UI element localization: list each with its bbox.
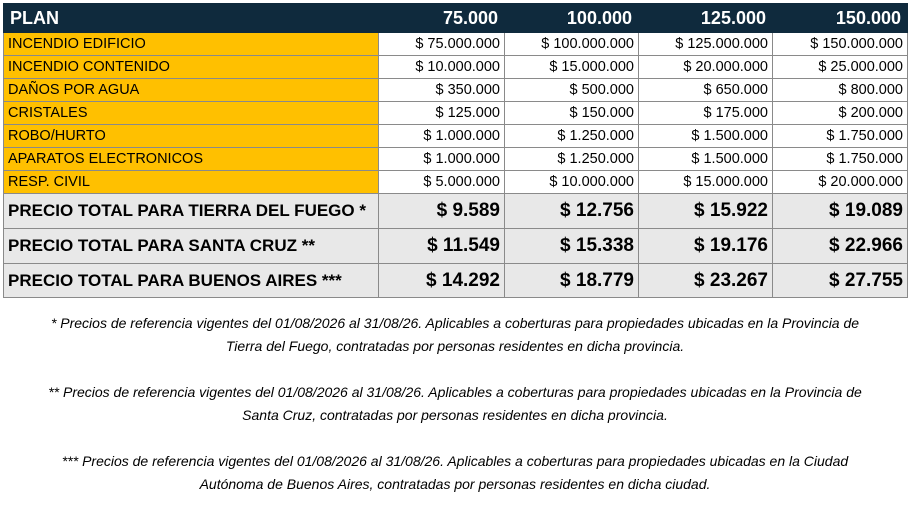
cell-value: $ 1.750.000 <box>773 148 908 171</box>
total-label: PRECIO TOTAL PARA BUENOS AIRES *** <box>4 264 379 298</box>
cell-value: $ 500.000 <box>505 79 639 102</box>
total-price: $ 19.176 <box>639 229 773 264</box>
cell-value: $ 200.000 <box>773 102 908 125</box>
total-price: $ 9.589 <box>379 194 505 229</box>
header-cell-plan-75000: 75.000 <box>379 4 505 33</box>
cell-value: $ 150.000 <box>505 102 639 125</box>
total-price: $ 19.089 <box>773 194 908 229</box>
row-label: INCENDIO CONTENIDO <box>4 56 379 79</box>
cell-value: $ 125.000.000 <box>639 33 773 56</box>
footnote-tierra-del-fuego <box>10 312 900 358</box>
cell-value: $ 350.000 <box>379 79 505 102</box>
total-price: $ 14.292 <box>379 264 505 298</box>
cell-value: $ 15.000.000 <box>505 56 639 79</box>
total-price: $ 22.966 <box>773 229 908 264</box>
cell-value: $ 1.000.000 <box>379 148 505 171</box>
row-label: ROBO/HURTO <box>4 125 379 148</box>
total-price: $ 23.267 <box>639 264 773 298</box>
footnote-line: ** Precios de referencia vigentes del 01/08/2026 al 31/08/26. Aplicables a coberturas para propiedades ubicadas en la Provincia de <box>48 384 862 400</box>
plans-table <box>3 3 908 298</box>
cell-value: $ 1.500.000 <box>639 148 773 171</box>
row-label: INCENDIO EDIFICIO <box>4 33 379 56</box>
table-row <box>4 33 908 56</box>
footnote-line: Autónoma de Buenos Aires, contratadas por personas residentes en dicha ciudad. <box>199 476 711 492</box>
footnote-santa-cruz <box>10 381 900 427</box>
cell-value: $ 150.000.000 <box>773 33 908 56</box>
cell-value: $ 25.000.000 <box>773 56 908 79</box>
footnote-line: Santa Cruz, contratadas por personas residentes en dicha provincia. <box>242 407 668 423</box>
cell-value: $ 1.500.000 <box>639 125 773 148</box>
table-row <box>4 102 908 125</box>
total-price: $ 11.549 <box>379 229 505 264</box>
row-label: APARATOS ELECTRONICOS <box>4 148 379 171</box>
cell-value: $ 100.000.000 <box>505 33 639 56</box>
cell-value: $ 15.000.000 <box>639 171 773 194</box>
footnote-line: *** Precios de referencia vigentes del 01/08/2026 al 31/08/26. Aplicables a coberturas para propiedades ubicadas en la Ciudad <box>61 453 849 469</box>
table-row <box>4 56 908 79</box>
cell-value: $ 10.000.000 <box>379 56 505 79</box>
row-label: CRISTALES <box>4 102 379 125</box>
cell-value: $ 125.000 <box>379 102 505 125</box>
cell-value: $ 20.000.000 <box>773 171 908 194</box>
total-label: PRECIO TOTAL PARA TIERRA DEL FUEGO * <box>4 194 379 229</box>
total-price: $ 18.779 <box>505 264 639 298</box>
total-row-santa-cruz <box>4 229 908 264</box>
cell-value: $ 5.000.000 <box>379 171 505 194</box>
footnote-buenos-aires <box>10 450 900 496</box>
row-label: RESP. CIVIL <box>4 171 379 194</box>
cell-value: $ 75.000.000 <box>379 33 505 56</box>
total-price: $ 15.338 <box>505 229 639 264</box>
cell-value: $ 1.250.000 <box>505 148 639 171</box>
header-cell-plan-150000: 150.000 <box>773 4 908 33</box>
cell-value: $ 1.250.000 <box>505 125 639 148</box>
header-cell-plan: PLAN <box>4 4 379 33</box>
footnote-line: Tierra del Fuego, contratadas por personas residentes en dicha provincia. <box>225 338 685 354</box>
cell-value: $ 800.000 <box>773 79 908 102</box>
total-row-buenos-aires <box>4 264 908 298</box>
cell-value: $ 650.000 <box>639 79 773 102</box>
cell-value: $ 20.000.000 <box>639 56 773 79</box>
total-row-tierra-del-fuego <box>4 194 908 229</box>
table-row <box>4 79 908 102</box>
row-label: DAÑOS POR AGUA <box>4 79 379 102</box>
cell-value: $ 175.000 <box>639 102 773 125</box>
header-cell-plan-100000: 100.000 <box>505 4 639 33</box>
cell-value: $ 1.000.000 <box>379 125 505 148</box>
cell-value: $ 10.000.000 <box>505 171 639 194</box>
table-row <box>4 125 908 148</box>
total-label: PRECIO TOTAL PARA SANTA CRUZ ** <box>4 229 379 264</box>
cell-value: $ 1.750.000 <box>773 125 908 148</box>
total-price: $ 15.922 <box>639 194 773 229</box>
total-price: $ 27.755 <box>773 264 908 298</box>
table-header-row <box>4 4 908 33</box>
table-row <box>4 171 908 194</box>
header-cell-plan-125000: 125.000 <box>639 4 773 33</box>
footnote-line: * Precios de referencia vigentes del 01/08/2026 al 31/08/26. Aplicables a coberturas para propiedades ubicadas en la Provincia de <box>50 315 860 331</box>
footnotes <box>0 312 910 496</box>
total-price: $ 12.756 <box>505 194 639 229</box>
table-row <box>4 148 908 171</box>
